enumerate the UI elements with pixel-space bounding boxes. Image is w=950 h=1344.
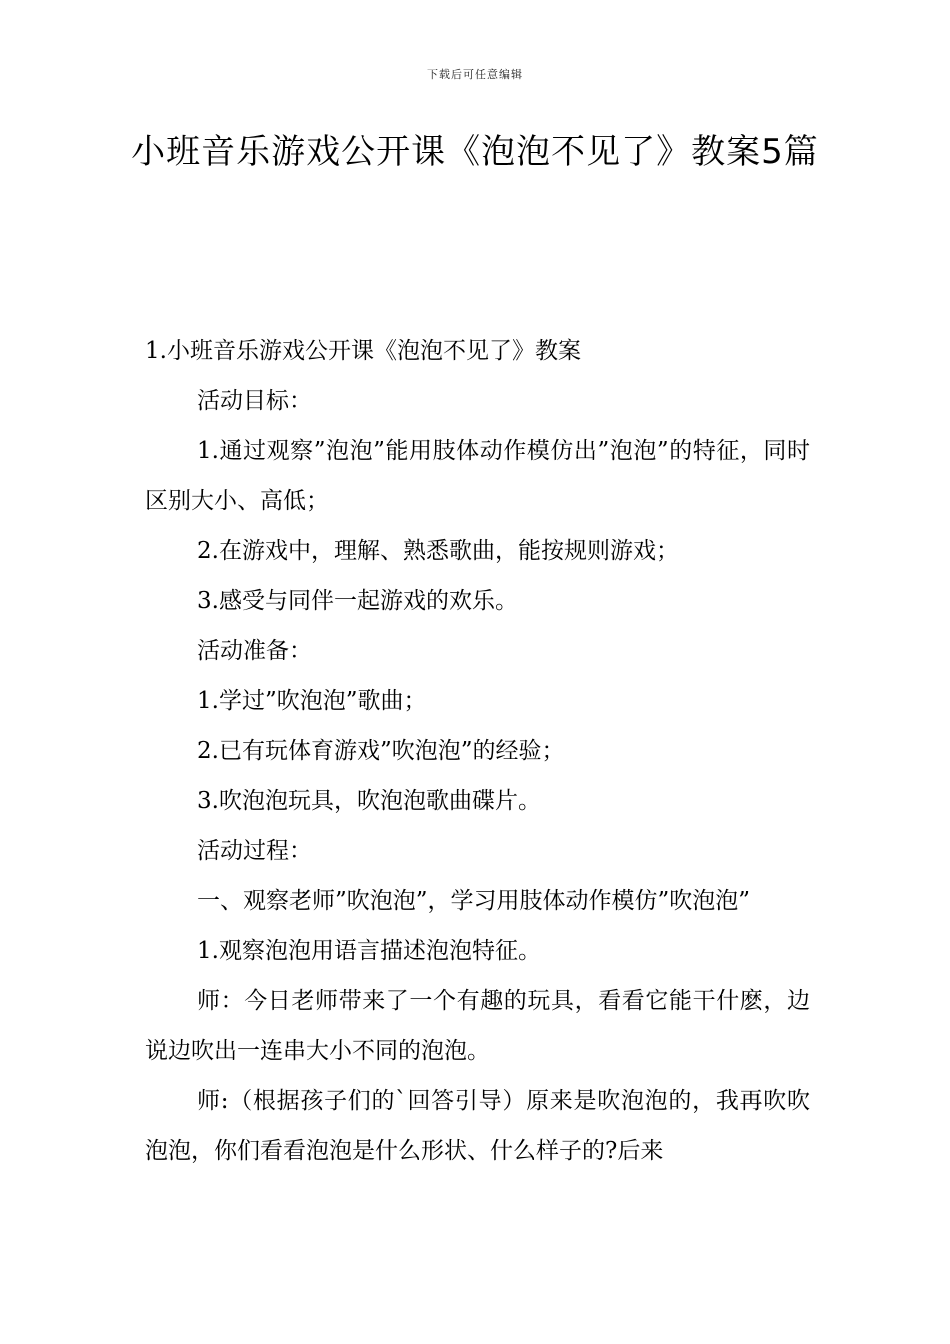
paragraph: 1.观察泡泡用语言描述泡泡特征。: [197, 938, 541, 964]
paragraph: 一、观察老师”吹泡泡”，学习用肢体动作模仿”吹泡泡”: [197, 888, 751, 914]
paragraph: 2.在游戏中，理解、熟悉歌曲，能按规则游戏；: [197, 538, 679, 564]
header-note: 下载后可任意编辑: [427, 68, 523, 81]
paragraph: 2.已有玩体育游戏”吹泡泡”的经验；: [197, 738, 565, 764]
paragraph: 1.通过观察”泡泡”能用肢体动作模仿出”泡泡”的特征，同时区别大小、高低；: [145, 438, 810, 514]
section-heading: 1.小班音乐游戏公开课《泡泡不见了》教案: [145, 338, 581, 364]
document-title: 小班音乐游戏公开课《泡泡不见了》教案5篇: [131, 132, 819, 172]
paragraph: 师：今日老师带来了一个有趣的玩具，看看它能干什麽，边说边吹出一连串大小不同的泡泡。: [145, 988, 810, 1064]
document-body: [145, 326, 810, 1176]
paragraph: 活动目标：: [197, 388, 312, 414]
paragraph: 3.感受与同伴一起游戏的欢乐。: [197, 588, 518, 614]
paragraph: 活动过程：: [197, 838, 312, 864]
paragraph: 活动准备：: [197, 638, 312, 664]
paragraph: 1.学过”吹泡泡”歌曲；: [197, 688, 427, 714]
paragraph: 3.吹泡泡玩具，吹泡泡歌曲碟片。: [197, 788, 541, 814]
paragraph: 师:（根据孩子们的`回答引导）原来是吹泡泡的，我再吹吹泡泡，你们看看泡泡是什么形状、什么样子的?后来: [145, 1088, 810, 1164]
